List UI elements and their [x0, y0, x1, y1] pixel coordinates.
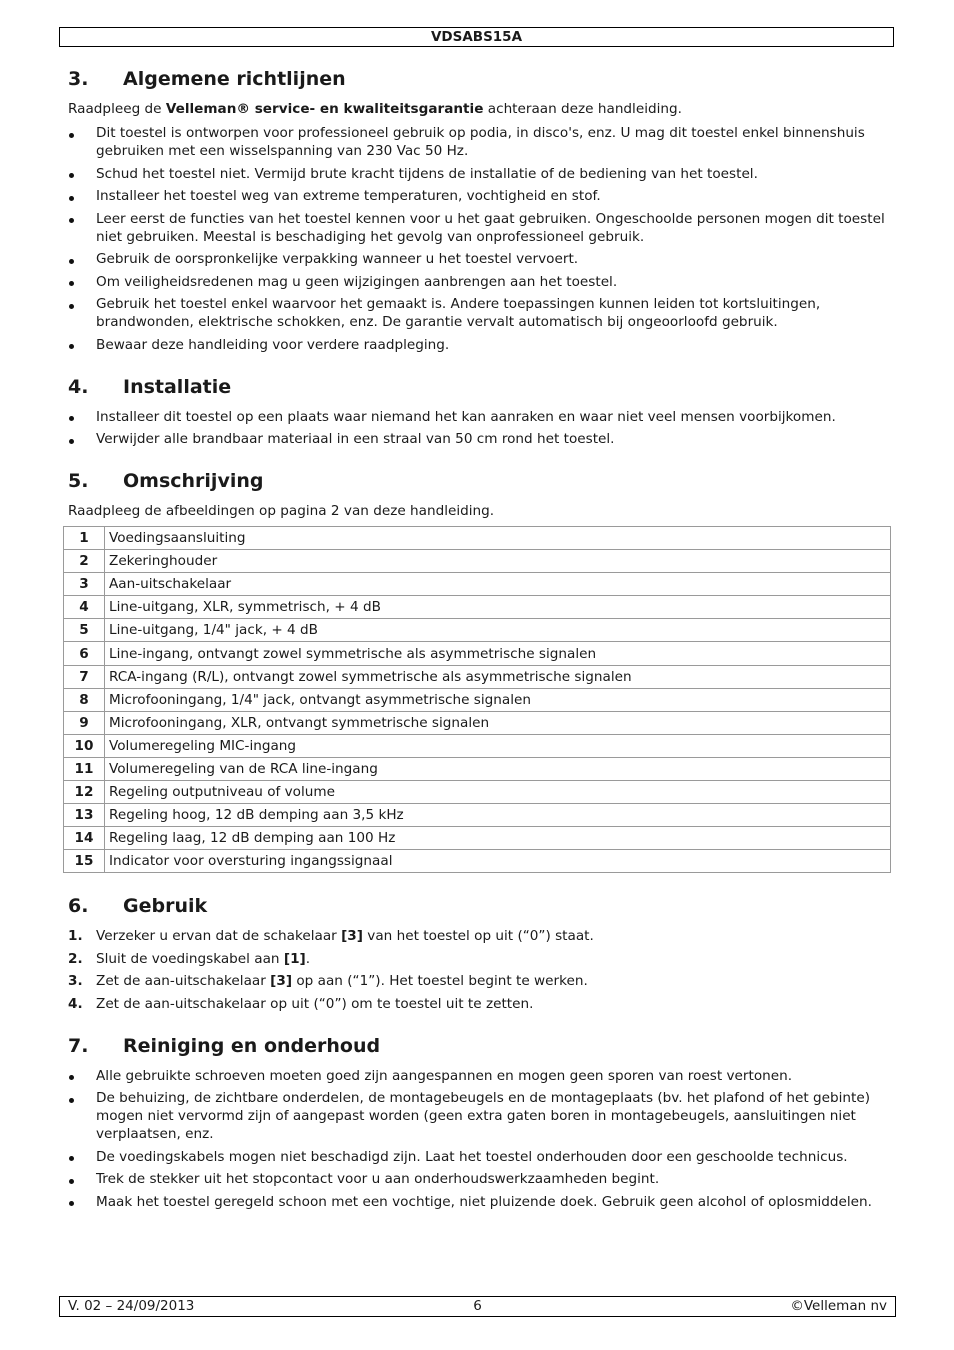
list-item: De voedingskabels mogen niet beschadigd zijn. Laat het toestel onderhouden door een geschoolde technicus. — [68, 1148, 890, 1166]
list-item: De behuizing, de zichtbare onderdelen, de montagebeugels en de montageplaats (bv. het plafond of het gebinte) mogen niet vervormd zijn of aangepast worden (geen extra gaten boren in montagebeugels, aansluitingen niet verplaatsen, enz. — [68, 1089, 890, 1143]
table-row — [64, 827, 891, 850]
section-number: 3. — [68, 68, 89, 90]
step-text: Sluit de voedingskabel aan — [96, 950, 284, 967]
section-number: 6. — [68, 895, 89, 918]
bullet-list — [68, 1067, 890, 1211]
section-installation — [68, 372, 890, 449]
section-intro: Raadpleeg de afbeeldingen op pagina 2 van deze handleiding. — [68, 503, 495, 519]
bullet-list — [68, 408, 890, 449]
list-item — [68, 995, 890, 1013]
section-number: 4. — [68, 375, 89, 398]
step-number: 2. — [68, 950, 83, 967]
table-row — [64, 619, 891, 642]
section-title: Gebruik — [123, 895, 208, 918]
bullet-list — [68, 124, 890, 354]
part-label: Zekeringhouder — [105, 550, 891, 573]
section-heading — [68, 372, 890, 402]
part-number: 5 — [64, 619, 105, 642]
step-reference: [3] — [341, 928, 363, 945]
section-heading — [68, 466, 890, 496]
section-heading — [68, 64, 890, 94]
step-text: Zet de aan-uitschakelaar op uit (“0”) om te toestel uit te zetten. — [96, 995, 534, 1012]
list-item: Maak het toestel geregeld schoon met een vochtige, niet pluizende doek. Gebruik geen alcohol of oplosmiddelen. — [68, 1193, 890, 1211]
table-row — [64, 734, 891, 757]
list-item: Dit toestel is ontworpen voor professioneel gebruik op podia, in disco's, enz. U mag dit toestel enkel binnenshuis gebruiken met een wisselspanning van 230 Vac 50 Hz. — [68, 124, 890, 160]
part-number: 14 — [64, 827, 105, 850]
list-item: Alle gebruikte schroeven moeten goed zijn aangespannen en mogen geen sporen van roest vertonen. — [68, 1067, 890, 1085]
part-number: 10 — [64, 734, 105, 757]
section-title: Omschrijving — [123, 470, 264, 492]
step-text: Verzeker u ervan dat de schakelaar — [96, 928, 342, 945]
document-body — [68, 64, 890, 1215]
list-item: Trek de stekker uit het stopcontact voor u aan onderhoudswerkzaamheden begint. — [68, 1170, 890, 1188]
part-number: 1 — [64, 527, 105, 550]
part-number: 11 — [64, 757, 105, 780]
section-intro — [68, 100, 890, 118]
part-label: Regeling hoog, 12 dB demping aan 3,5 kHz — [105, 804, 891, 827]
list-item — [68, 972, 890, 990]
part-number: 13 — [64, 804, 105, 827]
numbered-steps — [68, 927, 890, 1013]
part-label: RCA-ingang (R/L), ontvangt zowel symmetrische als asymmetrische signalen — [105, 665, 891, 688]
table-row — [64, 550, 891, 573]
part-label: Line-uitgang, 1/4" jack, + 4 dB — [105, 619, 891, 642]
part-label: Aan-uitschakelaar — [105, 573, 891, 596]
part-number: 12 — [64, 781, 105, 804]
step-number: 3. — [68, 973, 83, 990]
table-row — [64, 596, 891, 619]
table-row — [64, 711, 891, 734]
section-number: 7. — [68, 1034, 89, 1057]
part-label: Regeling laag, 12 dB demping aan 100 Hz — [105, 827, 891, 850]
table-row — [64, 688, 891, 711]
section-number: 5. — [68, 470, 89, 492]
list-item: Gebruik de oorspronkelijke verpakking wanneer u het toestel vervoert. — [68, 250, 890, 268]
list-item: Bewaar deze handleiding voor verdere raadpleging. — [68, 336, 890, 354]
step-number: 4. — [68, 995, 83, 1012]
section-title: Reiniging en onderhoud — [123, 1034, 381, 1057]
step-text: Zet de aan-uitschakelaar — [96, 973, 271, 990]
step-text-end: op aan (“1”). Het toestel begint te werken. — [292, 973, 588, 990]
section-title: Algemene richtlijnen — [123, 68, 346, 90]
part-label: Indicator voor oversturing ingangssignaal — [105, 850, 891, 873]
section-description — [68, 466, 890, 873]
part-label: Microfooningang, 1/4" jack, ontvangt asymmetrische signalen — [105, 688, 891, 711]
step-number: 1. — [68, 928, 83, 945]
table-row — [64, 850, 891, 873]
part-number: 4 — [64, 596, 105, 619]
list-item: Schud het toestel niet. Vermijd brute kracht tijdens de installatie of de bediening van het toestel. — [68, 165, 890, 183]
part-number: 15 — [64, 850, 105, 873]
list-item: Installeer dit toestel op een plaats waar niemand het kan aanraken en waar niet veel mensen voorbijkomen. — [68, 408, 890, 426]
intro-bold-text: Velleman® service- en kwaliteitsgarantie — [165, 101, 484, 117]
part-label: Line-ingang, ontvangt zowel symmetrische als asymmetrische signalen — [105, 642, 891, 665]
part-number: 9 — [64, 711, 105, 734]
section-general-guidelines — [68, 64, 890, 354]
list-item: Installeer het toestel weg van extreme temperaturen, vochtigheid en stof. — [68, 187, 890, 205]
part-label: Volumeregeling MIC-ingang — [105, 734, 891, 757]
table-row — [64, 573, 891, 596]
table-row — [64, 804, 891, 827]
section-title: Installatie — [123, 375, 232, 398]
document-title: VDSABS15A — [430, 29, 523, 45]
part-number: 3 — [64, 573, 105, 596]
section-maintenance — [68, 1031, 890, 1211]
part-label: Volumeregeling van de RCA line-ingang — [105, 757, 891, 780]
part-number: 6 — [64, 642, 105, 665]
list-item: Leer eerst de functies van het toestel kennen voor u het gaat gebruiken. Ongeschoolde personen mogen dit toestel niet gebruiken. Meestal is beschadiging het gevolg van onprofessioneel gebruik. — [68, 210, 890, 246]
table-row — [64, 642, 891, 665]
part-label: Voedingsaansluiting — [105, 527, 891, 550]
intro-text-end: achteraan deze handleiding. — [483, 101, 682, 117]
copyright: ©Velleman nv — [790, 1298, 887, 1314]
list-item: Verwijder alle brandbaar materiaal in een straal van 50 cm rond het toestel. — [68, 430, 890, 448]
step-text-end: . — [305, 950, 311, 967]
table-row — [64, 757, 891, 780]
parts-table — [63, 526, 891, 873]
part-label: Microfooningang, XLR, ontvangt symmetrische signalen — [105, 711, 891, 734]
list-item: Om veiligheidsredenen mag u geen wijzigingen aanbrengen aan het toestel. — [68, 273, 890, 291]
intro-text: Raadpleeg de — [68, 101, 166, 117]
list-item: Gebruik het toestel enkel waarvoor het gemaakt is. Andere toepassingen kunnen leiden tot kortsluitingen, brandwonden, elektrische schokken, enz. De garantie vervalt automatisch bij ongeoorloofd gebruik. — [68, 295, 890, 331]
part-label: Regeling outputniveau of volume — [105, 781, 891, 804]
version-date: V. 02 – 24/09/2013 — [68, 1298, 195, 1314]
step-text-end: van het toestel op uit (“0”) staat. — [362, 928, 594, 945]
page-number: 6 — [473, 1298, 482, 1314]
step-reference: [1] — [283, 950, 306, 967]
page-footer — [59, 1296, 896, 1317]
page-header — [59, 27, 894, 47]
table-row — [64, 781, 891, 804]
part-number: 8 — [64, 688, 105, 711]
list-item — [68, 950, 890, 968]
part-number: 7 — [64, 665, 105, 688]
table-row — [64, 665, 891, 688]
section-usage — [68, 891, 890, 1013]
list-item — [68, 927, 890, 945]
section-heading — [68, 891, 890, 921]
section-heading — [68, 1031, 890, 1061]
part-number: 2 — [64, 550, 105, 573]
part-label: Line-uitgang, XLR, symmetrisch, + 4 dB — [105, 596, 891, 619]
step-reference: [3] — [270, 973, 293, 990]
table-row — [64, 527, 891, 550]
